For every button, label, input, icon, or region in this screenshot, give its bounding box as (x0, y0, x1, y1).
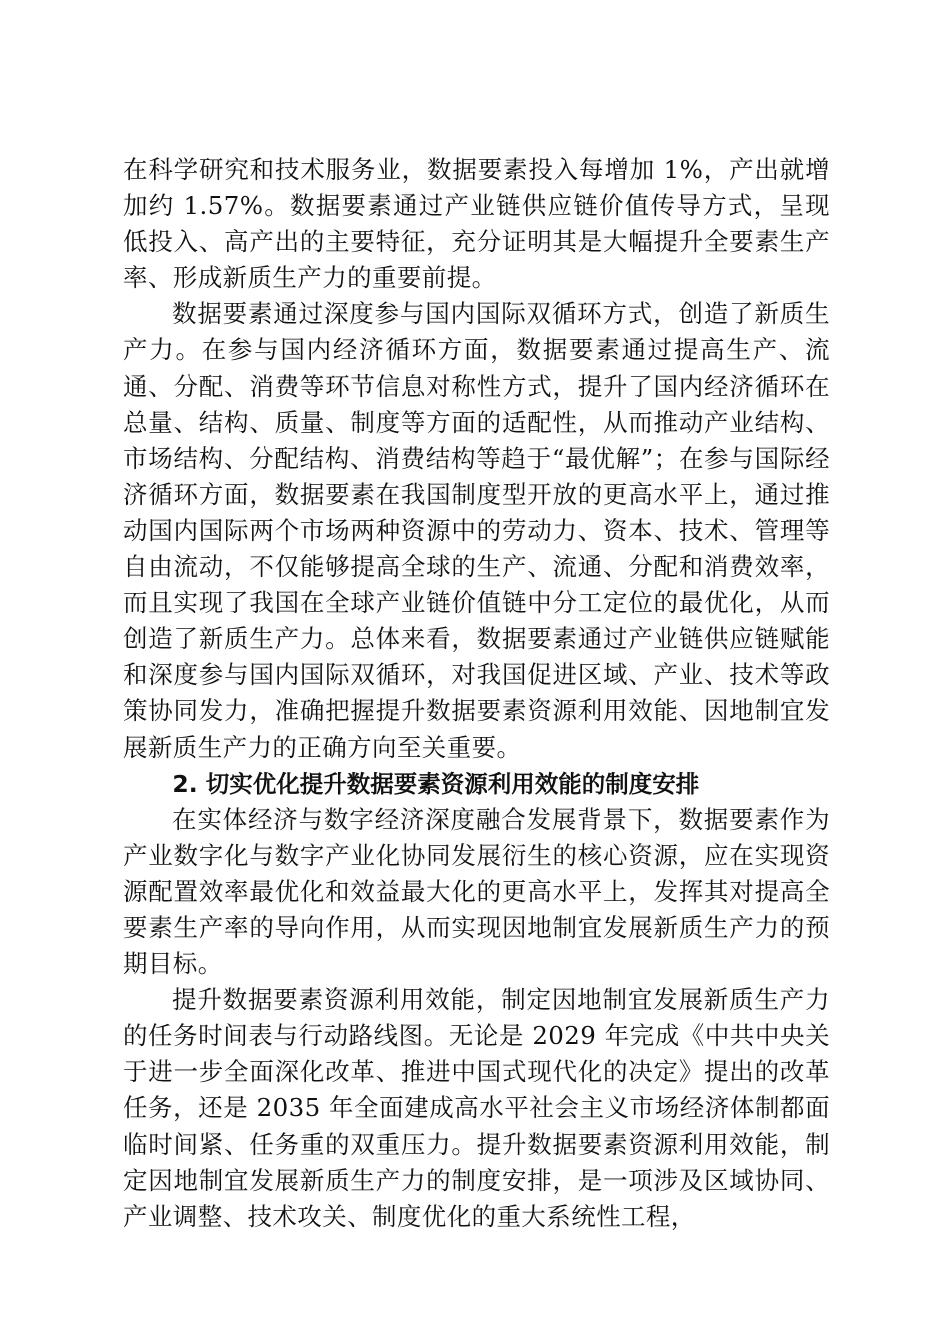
section-heading: 2. 切实优化提升数据要素资源利用效能的制度安排 (172, 769, 700, 798)
paragraph-integration-background: 在实体经济与数字经济深度融合发展背景下，数据要素作为产业数字化与数字产业化协同发展衍生的核心资源，应在实现资源配置效率最优化和效益最大化的更高水平上，发挥其对提高全要素生产率的导向作用，从而实现因地制宜发展新质生产力的预期目标。 (123, 804, 830, 979)
document-body (123, 152, 830, 1235)
paragraph-continuation: 在科学研究和技术服务业，数据要素投入每增加 1%，产出就增加约 1.57%。数据要素通过产业链供应链价值传导方式，呈现低投入、高产出的主要特征，充分证明其是大幅提升全要素生产率、形成新质生产力的重要前提。 (123, 155, 830, 293)
paragraph-dual-circulation: 数据要素通过深度参与国内国际双循环方式，创造了新质生产力。在参与国内经济循环方面，数据要素通过提高生产、流通、分配、消费等环节信息对称性方式，提升了国内经济循环在总量、结构、质量、制度等方面的适配性，从而推动产业结构、市场结构、分配结构、消费结构等趋于“最优解”；在参与国际经济循环方面，数据要素在我国制度型开放的更高水平上，通过推动国内国际两个市场两种资源中的劳动力、资本、技术、管理等自由流动，不仅能够提高全球的生产、流通、分配和消费效率，而且实现了我国在全球产业链价值链中分工定位的最优化，从而创造了新质生产力。总体来看，数据要素通过产业链供应链赋能和深度参与国内国际双循环，对我国促进区域、产业、技术等政策协同发力，准确把握提升数据要素资源利用效能、因地制宜发展新质生产力的正确方向至关重要。 (123, 299, 830, 762)
paragraph-timeline-roadmap: 提升数据要素资源利用效能，制定因地制宜发展新质生产力的任务时间表与行动路线图。无论是 2029 年完成《中共中央关于进一步全面深化改革、推进中国式现代化的决定》提出的改革任务，还是 2035 年全面建成高水平社会主义市场经济体制都面临时间紧、任务重的双重压力。提升数据要素资源利用效能，制定因地制宜发展新质生产力的制度安排，是一项涉及区域协同、产业调整、技术攻关、制度优化的重大系统性工程， (123, 985, 830, 1231)
